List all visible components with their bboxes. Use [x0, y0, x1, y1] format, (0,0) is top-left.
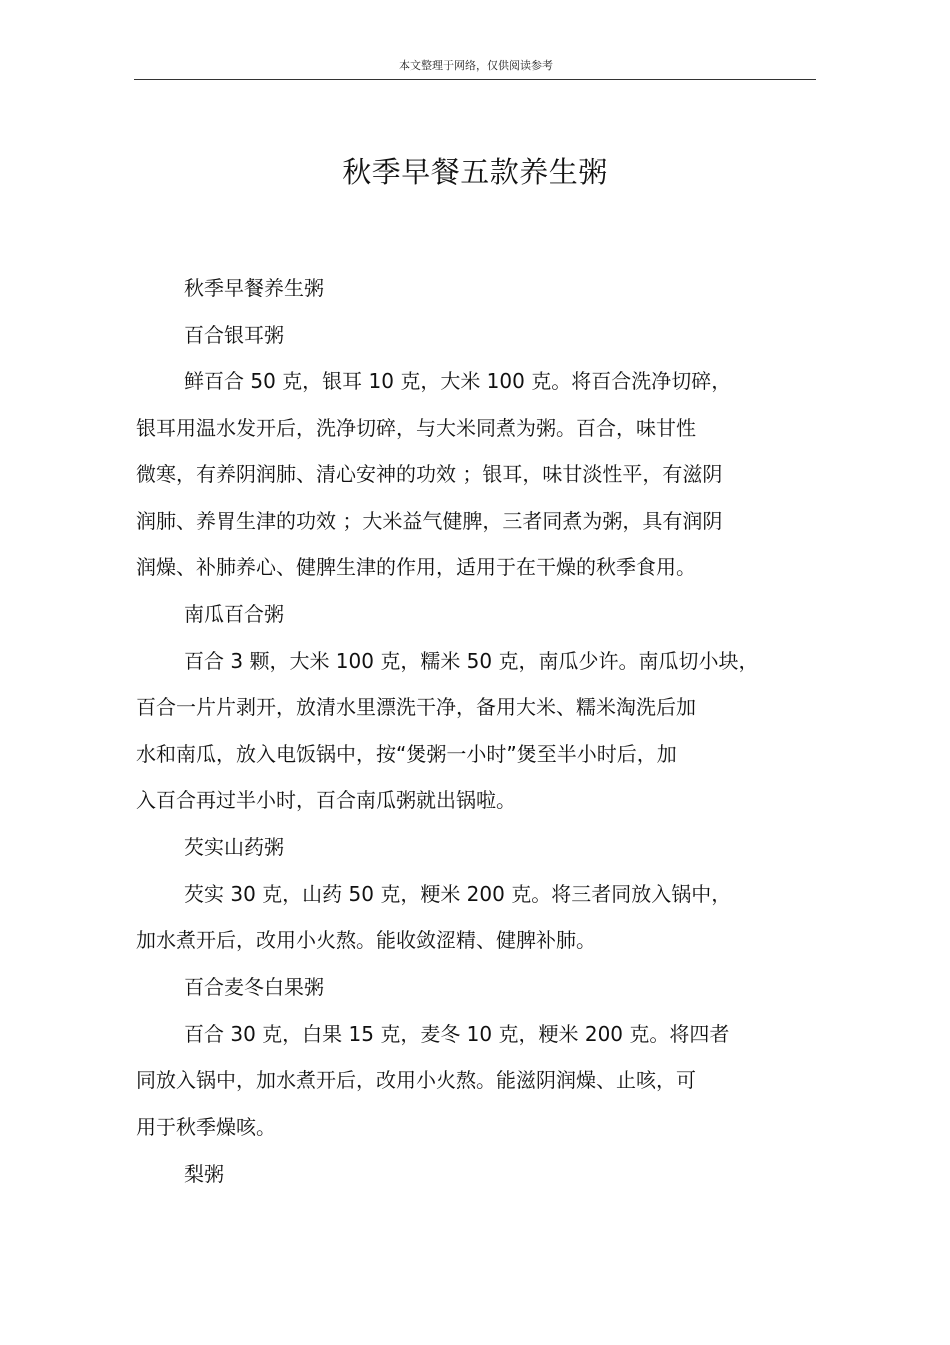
paragraph-line: 水和南瓜，放入电饭锅中，按“煲粥一小时”煲至半小时后，加 — [136, 742, 677, 766]
header-divider — [134, 79, 816, 80]
paragraph-line: 芡实 30 克，山药 50 克，粳米 200 克。将三者同放入锅中， — [184, 882, 732, 906]
recipe-title-3: 芡实山药粥 — [184, 835, 284, 859]
page-header-note: 本文整理于网络，仅供阅读参考 — [399, 59, 553, 72]
paragraph-line: 百合一片片剥开，放清水里漂洗干净，备用大米、糯米淘洗后加 — [136, 695, 696, 719]
paragraph-line: 鲜百合 50 克，银耳 10 克，大米 100 克。将百合洗净切碎， — [184, 369, 732, 393]
paragraph-line: 微寒，有养阴润肺、清心安神的功效 ；银耳，味甘淡性平，有滋阴 — [136, 462, 723, 486]
paragraph-line: 百合 3 颗，大米 100 克，糯米 50 克，南瓜少许。南瓜切小块， — [184, 649, 759, 673]
intro-heading: 秋季早餐养生粥 — [184, 276, 324, 300]
paragraph-line: 百合 30 克，白果 15 克，麦冬 10 克，粳米 200 克。将四者 — [184, 1022, 730, 1046]
paragraph-line: 银耳用温水发开后，洗净切碎，与大米同煮为粥。百合，味甘性 — [136, 416, 696, 440]
document-title: 秋季早餐五款养生粥 — [342, 155, 608, 189]
recipe-title-4: 百合麦冬白果粥 — [184, 975, 324, 999]
paragraph-line: 同放入锅中，加水煮开后，改用小火熬。能滋阴润燥、止咳，可 — [136, 1068, 696, 1092]
paragraph-line: 入百合再过半小时，百合南瓜粥就出锅啦。 — [136, 788, 516, 812]
paragraph-line: 润肺、养胃生津的功效 ；大米益气健脾，三者同煮为粥，具有润阴 — [136, 509, 723, 533]
recipe-title-2: 南瓜百合粥 — [184, 602, 284, 626]
paragraph-line: 润燥、补肺养心、健脾生津的作用，适用于在干燥的秋季食用。 — [136, 555, 696, 579]
paragraph-line: 用于秋季燥咳。 — [136, 1115, 276, 1139]
recipe-title-1: 百合银耳粥 — [184, 323, 284, 347]
recipe-title-5: 梨粥 — [184, 1162, 224, 1186]
paragraph-line: 加水煮开后，改用小火熬。能收敛涩精、健脾补肺。 — [136, 928, 596, 952]
